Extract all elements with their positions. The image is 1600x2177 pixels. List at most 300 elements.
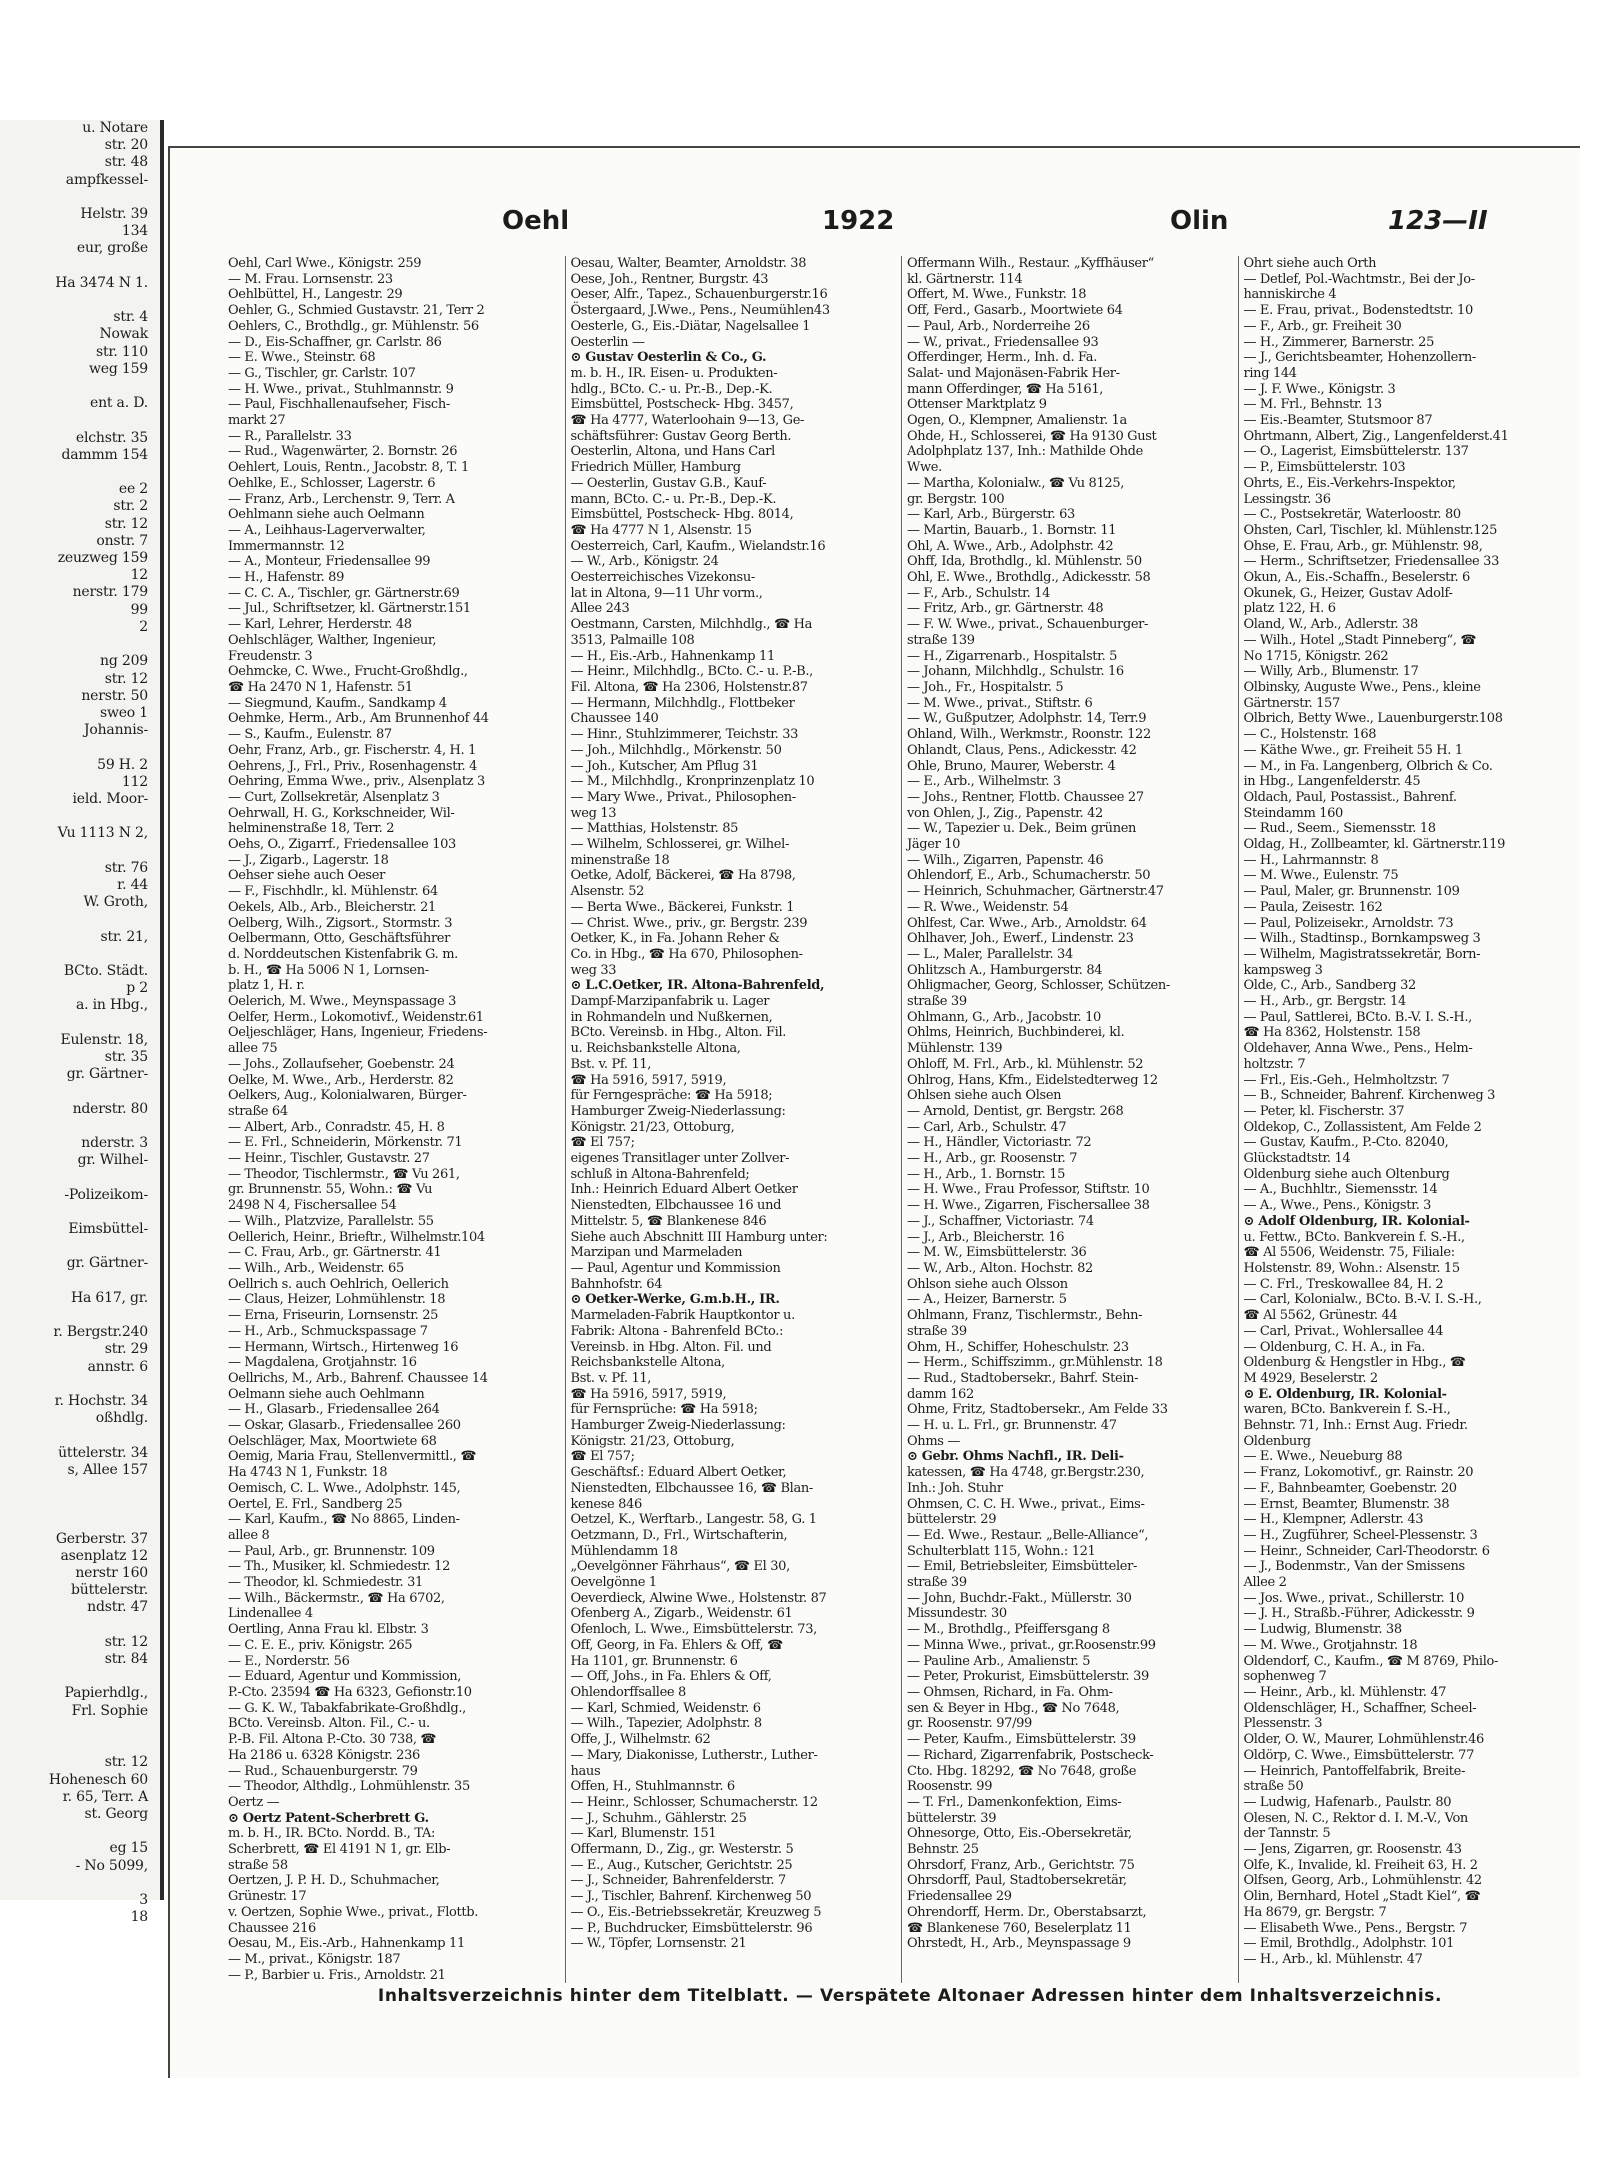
directory-entry: — Eis.-Beamter, Stutsmoor 87 bbox=[1243, 413, 1433, 429]
directory-entry: Geschäftsf.: Eduard Albert Oetker, bbox=[570, 1465, 787, 1481]
directory-entry: haus bbox=[570, 1763, 601, 1779]
previous-page-line bbox=[0, 911, 160, 928]
directory-entry: — Emil, Brothdlg., Adolphstr. 101 bbox=[1243, 1936, 1455, 1952]
previous-page-line: 12 bbox=[130, 567, 148, 584]
directory-entry: — Käthe Wwe., gr. Freiheit 55 H. 1 bbox=[1243, 742, 1463, 758]
previous-page-line: nderstr. 3 bbox=[81, 1134, 148, 1151]
directory-entry: Older, O. W., Maurer, Lohmühlenstr.46 bbox=[1243, 1732, 1484, 1748]
directory-entry: — Wilh., Bäckermstr., ☎ Ha 6702, bbox=[228, 1590, 445, 1606]
directory-entry: — J. H., Straßb.-Führer, Adickesstr. 9 bbox=[1243, 1606, 1475, 1622]
page-footer-note: Inhaltsverzeichnis hinter dem Titelblatt. — Verspätete Altonaer Adressen hinter dem Inhaltsverzeichnis. bbox=[377, 1986, 1443, 2006]
previous-page-line: onstr. 7 bbox=[96, 532, 148, 549]
directory-entry: Ohland, Wilh., Werkmstr., Roonstr. 122 bbox=[907, 727, 1151, 743]
directory-entry: — Rud., Schauenburgerstr. 79 bbox=[228, 1763, 418, 1779]
directory-entry: Oertel, E. Frl., Sandberg 25 bbox=[228, 1496, 403, 1512]
previous-page-line bbox=[0, 1944, 160, 1961]
previous-page-line bbox=[0, 1961, 160, 1978]
previous-page-line: Nowak bbox=[99, 326, 148, 343]
directory-entry: — C., Postsekretär, Waterloostr. 80 bbox=[1243, 507, 1461, 523]
previous-page-line: Ha 617, gr. bbox=[71, 1289, 148, 1306]
directory-entry: Hamburger Zweig-Niederlassung: bbox=[570, 1103, 786, 1119]
directory-entry: Okunek, G., Heizer, Gustav Adolf- bbox=[1243, 585, 1453, 601]
directory-entry: Jäger 10 bbox=[907, 837, 961, 853]
previous-page-line: elchstr. 35 bbox=[75, 429, 148, 446]
directory-entry: ⊙ Oetker-Werke, G.m.b.H., IR. bbox=[570, 1292, 780, 1308]
directory-entry: Oehlschläger, Walther, Ingenieur, bbox=[228, 632, 437, 648]
directory-entry: — Heinr., Schneider, Carl-Theodorstr. 6 bbox=[1243, 1543, 1490, 1559]
directory-entry: ☎ El 757; bbox=[570, 1135, 635, 1151]
previous-page-line: ield. Moor- bbox=[72, 790, 148, 807]
directory-entry: Adolphplatz 137, Inh.: Mathilde Ohde bbox=[907, 444, 1143, 460]
directory-entry: Oesterreich, Carl, Kaufm., Wielandstr.16 bbox=[570, 538, 826, 554]
directory-entry: Oetker, K., in Fa. Johann Reher & bbox=[570, 931, 780, 947]
directory-entry: — E., Arb., Wilhelmstr. 3 bbox=[907, 774, 1061, 790]
directory-entry: — Karl, Blumenstr. 151 bbox=[570, 1826, 717, 1842]
directory-entry: — Ed. Wwe., Restaur. „Belle-Alliance“, bbox=[907, 1527, 1149, 1543]
directory-entry: Siehe auch Abschnitt III Hamburg unter: bbox=[570, 1229, 828, 1245]
previous-page-line: str. 2 bbox=[113, 498, 148, 515]
directory-entry: — M., in Fa. Langenberg, Olbrich & Co. bbox=[1243, 758, 1493, 774]
directory-entry: büttelerstr. 29 bbox=[907, 1512, 997, 1528]
directory-entry: — P., Barbier u. Fris., Arnoldstr. 21 bbox=[228, 1967, 446, 1983]
directory-entry: der Tannstr. 5 bbox=[1243, 1826, 1331, 1842]
directory-entry: v. Oertzen, Sophie Wwe., privat., Flottb. bbox=[228, 1904, 478, 1920]
directory-entry: Oehlert, Louis, Rentn., Jacobstr. 8, T. 1 bbox=[228, 460, 469, 476]
directory-entry: Oertling, Anna Frau kl. Elbstr. 3 bbox=[228, 1622, 429, 1638]
directory-entry: Ohl, E. Wwe., Brothdlg., Adickesstr. 58 bbox=[907, 570, 1151, 586]
directory-entry: — M. Wwe., Eulenstr. 75 bbox=[1243, 868, 1399, 884]
directory-entry: Oesterreichisches Vizekonsu- bbox=[570, 570, 755, 586]
previous-page-line bbox=[0, 1926, 160, 1943]
directory-entry: — Ohmsen, Richard, in Fa. Ohm- bbox=[907, 1684, 1113, 1700]
directory-entry: — F., Arb., gr. Freiheit 30 bbox=[1243, 318, 1402, 334]
column-2 bbox=[565, 256, 890, 1983]
directory-entry: Oldehaver, Anna Wwe., Pens., Helm- bbox=[1243, 1041, 1473, 1057]
previous-page-line bbox=[0, 636, 160, 653]
directory-entry: — Eduard, Agentur und Kommission, bbox=[228, 1669, 462, 1685]
previous-page-line: st. Georg bbox=[84, 1805, 148, 1822]
directory-entry: — Claus, Heizer, Lohmühlenstr. 18 bbox=[228, 1292, 446, 1308]
directory-entry: mann Offerdinger, ☎ Ha 5161, bbox=[907, 381, 1104, 397]
directory-entry: Immermannstr. 12 bbox=[228, 538, 345, 554]
directory-entry: Fil. Altona, ☎ Ha 2306, Holstenstr.87 bbox=[570, 679, 808, 695]
page-header bbox=[170, 206, 1580, 246]
directory-entry: Oehr, Franz, Arb., gr. Fischerstr. 4, H. 1 bbox=[228, 742, 477, 758]
previous-page-line: p 2 bbox=[126, 980, 148, 997]
previous-page-line: Eimsbüttel- bbox=[68, 1221, 148, 1237]
directory-entry: Oehlmann siehe auch Oelmann bbox=[228, 507, 425, 523]
directory-entry: Inh.: Heinrich Eduard Albert Oetker bbox=[570, 1182, 798, 1198]
directory-entry: — M., Milchhdlg., Kronprinzenplatz 10 bbox=[570, 774, 815, 790]
directory-entry: Oehser siehe auch Oeser bbox=[228, 868, 385, 884]
directory-entry: ☎ Ha 4777 N 1, Alsenstr. 15 bbox=[570, 522, 752, 538]
directory-entry: Ohde, H., Schlosserei, ☎ Ha 9130 Gust bbox=[907, 428, 1157, 444]
directory-entry: Ohlmann, Franz, Tischlermstr., Behn- bbox=[907, 1308, 1143, 1324]
directory-entry: Behnstr. 71, Inh.: Ernst Aug. Friedr. bbox=[1243, 1418, 1468, 1434]
directory-entry: kenese 846 bbox=[570, 1496, 642, 1512]
directory-entry: — Frl., Eis.-Geh., Helmholtzstr. 7 bbox=[1243, 1072, 1450, 1088]
previous-page-line: oßhdlg. bbox=[95, 1410, 148, 1427]
directory-entry: Holstenstr. 89, Wohn.: Alsenstr. 15 bbox=[1243, 1261, 1460, 1276]
directory-entry: Oehrwall, H. G., Korkschneider, Wil- bbox=[228, 805, 455, 821]
directory-entry: — Peter, kl. Fischerstr. 37 bbox=[1243, 1103, 1405, 1119]
directory-entry: b. H., ☎ Ha 5006 N 1, Lornsen- bbox=[228, 962, 429, 978]
directory-entry: platz 122, H. 6 bbox=[1243, 601, 1336, 617]
directory-entry: Oeser, Alfr., Tapez., Schauenburgerstr.16 bbox=[570, 287, 828, 303]
directory-entry: — W., Töpfer, Lornsenstr. 21 bbox=[570, 1936, 747, 1952]
previous-page-line: str. 48 bbox=[104, 154, 148, 171]
previous-page-line: str. 12 bbox=[104, 515, 148, 532]
previous-page-line: weg 159 bbox=[88, 360, 148, 377]
directory-entry: — Detlef, Pol.-Wachtmstr., Bei der Jo- bbox=[1243, 271, 1475, 287]
directory-entry: Ohme, Fritz, Stadtobersekr., Am Felde 33 bbox=[907, 1402, 1168, 1418]
directory-entry: — Paul, Fischhallenaufseher, Fisch- bbox=[228, 397, 450, 413]
previous-page-line: gr. Wilhel- bbox=[77, 1152, 148, 1169]
directory-entry: Oetzel, K., Werftarb., Langestr. 58, G. 1 bbox=[570, 1512, 817, 1528]
previous-page-line: str. 84 bbox=[104, 1651, 148, 1668]
directory-entry: Oellrich s. auch Oehlrich, Oellerich bbox=[228, 1276, 449, 1292]
previous-page-line: str. 20 bbox=[104, 137, 148, 154]
previous-page-line: r. 44 bbox=[117, 876, 148, 893]
directory-entry: Oehrens, J., Frl., Priv., Rosenhagenstr. 4 bbox=[228, 758, 478, 774]
directory-entry: Ohnesorge, Otto, Eis.-Obersekretär, bbox=[907, 1826, 1132, 1842]
directory-entry: Allee 243 bbox=[570, 601, 630, 617]
directory-entry: Eimsbüttel, Postscheck- Hbg. 3457, bbox=[570, 397, 794, 413]
directory-entry: Oldenburg & Hengstler in Hbg., ☎ bbox=[1243, 1355, 1466, 1371]
directory-entry: ☎ Ha 5916, 5917, 5919, bbox=[570, 1072, 727, 1088]
directory-entry: Oertzen, J. P. H. D., Schuhmacher, bbox=[228, 1873, 440, 1889]
directory-entry: Oellrichs, M., Arb., Bahrenf. Chaussee 14 bbox=[228, 1370, 488, 1386]
directory-entry: — Karl, Arb., Bürgerstr. 63 bbox=[907, 507, 1075, 523]
directory-entry: — J., Schaffner, Victoriastr. 74 bbox=[907, 1213, 1094, 1229]
directory-entry: — Th., Musiker, kl. Schmiedestr. 12 bbox=[228, 1559, 450, 1575]
directory-entry: ☎ Al 5562, Grünestr. 44 bbox=[1243, 1308, 1398, 1324]
directory-entry: — Heinr., Milchhdlg., BCto. C.- u. P.-B., bbox=[570, 664, 813, 680]
directory-entry: — Hermann, Milchhdlg., Flottbeker bbox=[570, 695, 795, 711]
directory-entry: — Wilh., Tapezier, Adolphstr. 8 bbox=[570, 1716, 762, 1732]
directory-entry: Grünestr. 17 bbox=[228, 1889, 307, 1905]
directory-entry: — O., Eis.-Betriebssekretär, Kreuzweg 5 bbox=[570, 1904, 822, 1920]
directory-entry: Chaussee 216 bbox=[228, 1920, 316, 1936]
previous-page-line: gr. Gärtner- bbox=[66, 1066, 148, 1083]
previous-page-line bbox=[0, 1169, 160, 1186]
directory-entry: Oelfer, Herm., Lokomotivf., Weidenstr.61 bbox=[228, 1009, 484, 1025]
directory-entry: Gärtnerstr. 157 bbox=[1243, 695, 1340, 711]
directory-entry: Oertz — bbox=[228, 1794, 280, 1810]
directory-entry: P.-B. Fil. Altona P.-Cto. 30 738, ☎ bbox=[228, 1732, 437, 1748]
directory-entry: Oldendorf, C., Kaufm., ☎ M 8769, Philo- bbox=[1243, 1653, 1499, 1669]
directory-entry: eigenes Transitlager unter Zollver- bbox=[570, 1151, 790, 1167]
directory-entry: mann, BCto. C.- u. Pr.-B., Dep.-K. bbox=[570, 491, 777, 507]
directory-entry: Ohff, Ida, Brothdlg., kl. Mühlenstr. 50 bbox=[907, 554, 1142, 570]
directory-entry: — Paul, Agentur und Kommission bbox=[570, 1261, 781, 1276]
directory-entry: — Rud., Wagenwärter, 2. Bornstr. 26 bbox=[228, 444, 458, 460]
previous-page-line: str. 21, bbox=[100, 928, 148, 945]
previous-page-line bbox=[0, 1720, 160, 1737]
directory-entry: Ohlms, Heinrich, Buchbinderei, kl. bbox=[907, 1025, 1125, 1041]
previous-page-line bbox=[0, 1204, 160, 1221]
directory-entry: Mühlenstr. 139 bbox=[907, 1041, 1003, 1057]
directory-entry: minenstraße 18 bbox=[570, 852, 670, 868]
directory-entry: in Hbg., Langenfelderstr. 45 bbox=[1243, 774, 1421, 790]
directory-entry: — Wilh., Zigarren, Papenstr. 46 bbox=[907, 852, 1104, 868]
directory-entry: No 1715, Königstr. 262 bbox=[1243, 648, 1389, 664]
header-year: 1922 bbox=[822, 206, 895, 236]
previous-page-line: 99 bbox=[130, 601, 148, 618]
directory-entry: — A., Leihhaus-Lagerverwalter, bbox=[228, 522, 426, 538]
directory-entry: straße 50 bbox=[1243, 1779, 1304, 1795]
directory-entry: ☎ El 757; bbox=[570, 1449, 635, 1465]
previous-page-line bbox=[0, 1273, 160, 1290]
directory-entry: Ohlson siehe auch Olsson bbox=[907, 1276, 1068, 1292]
directory-entry: — Herm., Schriftsetzer, Friedensallee 33 bbox=[1243, 554, 1500, 570]
directory-entry: Ohrendorff, Herm. Dr., Oberstabsarzt, bbox=[907, 1904, 1147, 1920]
previous-page-line: BCto. Städt. bbox=[63, 962, 148, 979]
directory-entry: Ohlandt, Claus, Pens., Adickesstr. 42 bbox=[907, 742, 1137, 758]
directory-entry: Oldekop, C., Zollassistent, Am Felde 2 bbox=[1243, 1119, 1482, 1135]
directory-entry: — H., Arb., 1. Bornstr. 15 bbox=[907, 1166, 1066, 1182]
directory-entry: BCto. Vereinsb. in Hbg., Alton. Fil. bbox=[570, 1025, 787, 1041]
directory-entry: ⊙ L.C.Oetker, IR. Altona-Bahrenfeld, bbox=[570, 978, 825, 994]
previous-page-line bbox=[0, 1668, 160, 1685]
directory-entry: Ohlrog, Hans, Kfm., Eidelstedterweg 12 bbox=[907, 1072, 1158, 1088]
directory-entry: — P., Eimsbüttelerstr. 103 bbox=[1243, 460, 1406, 476]
directory-entry: katessen, ☎ Ha 4748, gr.Bergstr.230, bbox=[907, 1465, 1145, 1481]
directory-entry: — H., Hafenstr. 89 bbox=[228, 570, 345, 586]
directory-entry: waren, BCto. Bankverein f. S.-H., bbox=[1243, 1402, 1451, 1418]
directory-entry: — A., Heizer, Barnerstr. 5 bbox=[907, 1292, 1067, 1308]
directory-entry: Oldach, Paul, Postassist., Bahrenf. bbox=[1243, 789, 1457, 805]
directory-entry: — Siegmund, Kaufm., Sandkamp 4 bbox=[228, 695, 447, 711]
directory-entry: Ohms — bbox=[907, 1433, 961, 1449]
previous-page-line bbox=[0, 412, 160, 429]
directory-entry: Oelkers, Aug., Kolonialwaren, Bürger- bbox=[228, 1088, 467, 1104]
directory-entry: — H. Wwe., Zigarren, Fischersallee 38 bbox=[907, 1198, 1150, 1214]
directory-entry: Ofenberg A., Zigarb., Weidenstr. 61 bbox=[570, 1606, 793, 1622]
directory-entry: Östergaard, J.Wwe., Pens., Neumühlen43 bbox=[570, 303, 830, 319]
directory-entry: Ohrts, E., Eis.-Verkehrs-Inspektor, bbox=[1243, 475, 1456, 491]
previous-page-line: nerstr 160 bbox=[75, 1565, 148, 1582]
directory-entry: — H., Arb., kl. Mühlenstr. 47 bbox=[1243, 1951, 1423, 1967]
directory-entry: — Richard, Zigarrenfabrik, Postscheck- bbox=[907, 1747, 1154, 1763]
directory-entry: Ohrt siehe auch Orth bbox=[1243, 256, 1377, 271]
directory-entry: — Peter, Prokurist, Eimsbüttelerstr. 39 bbox=[907, 1669, 1149, 1685]
directory-entry: sophenweg 7 bbox=[1243, 1669, 1327, 1685]
directory-entry: für Fernsprüche: ☎ Ha 5918; bbox=[570, 1402, 758, 1418]
directory-entry: — J., Bodenmstr., Van der Smissens bbox=[1243, 1559, 1465, 1575]
directory-entry: — Albert, Arb., Conradstr. 45, H. 8 bbox=[228, 1119, 445, 1135]
directory-entry: — M. W., Eimsbüttelerstr. 36 bbox=[907, 1245, 1087, 1261]
directory-entry: Ohrstedt, H., Arb., Meynspassage 9 bbox=[907, 1936, 1131, 1952]
directory-entry: Königstr. 21/23, Ottoburg, bbox=[570, 1433, 735, 1449]
previous-page-line: Johannis- bbox=[83, 722, 148, 739]
directory-entry: Ohlsen siehe auch Olsen bbox=[907, 1088, 1062, 1104]
directory-entry: Fabrik: Altona - Bahrenfeld BCto.: bbox=[570, 1323, 784, 1339]
directory-entry: — Berta Wwe., Bäckerei, Funkstr. 1 bbox=[570, 899, 795, 915]
directory-entry: Olbrich, Betty Wwe., Lauenburgerstr.108 bbox=[1243, 711, 1503, 727]
directory-entry: Marmeladen-Fabrik Hauptkontor u. bbox=[570, 1308, 795, 1324]
directory-entry: — T. Frl., Damenkonfektion, Eims- bbox=[907, 1794, 1122, 1810]
page-number: 123—II bbox=[1388, 206, 1488, 236]
directory-entry: — W., Tapezier u. Dek., Beim grünen bbox=[907, 821, 1137, 837]
directory-entry: — Wilh., Arb., Weidenstr. 65 bbox=[228, 1261, 404, 1276]
previous-page-line: eg 15 bbox=[109, 1840, 148, 1857]
directory-entry: Oelke, M. Wwe., Arb., Herderstr. 82 bbox=[228, 1072, 454, 1088]
directory-entry: Oehlke, E., Schlosser, Lagerstr. 6 bbox=[228, 475, 436, 491]
directory-entry: Ohlhaver, Joh., Ewerf., Lindenstr. 23 bbox=[907, 931, 1134, 947]
directory-entry: — E. Wwe., Neueburg 88 bbox=[1243, 1449, 1403, 1465]
directory-entry: Steindamm 160 bbox=[1243, 805, 1343, 821]
directory-entry: u. Reichsbankstelle Altona, bbox=[570, 1041, 741, 1057]
previous-page-line: Hohenesch 60 bbox=[48, 1771, 148, 1788]
directory-entry: Offe, J., Wilhelmstr. 62 bbox=[570, 1732, 711, 1748]
directory-entry: Wwe. bbox=[907, 460, 942, 476]
directory-entry: Oetke, Adolf, Bäckerei, ☎ Ha 8798, bbox=[570, 868, 796, 884]
directory-entry: — Theodor, Tischlermstr., ☎ Vu 261, bbox=[228, 1166, 460, 1182]
directory-entry: Oekels, Alb., Arb., Bleicherstr. 21 bbox=[228, 899, 436, 915]
directory-entry: — Heinr., Schlosser, Schumacherstr. 12 bbox=[570, 1794, 818, 1810]
directory-entry: — Joh., Fr., Hospitalstr. 5 bbox=[907, 679, 1064, 695]
directory-entry: Olin, Bernhard, Hotel „Stadt Kiel“, ☎ bbox=[1243, 1889, 1481, 1905]
directory-entry: d. Norddeutschen Kistenfabrik G. m. bbox=[228, 946, 458, 962]
previous-page-line: ent a. D. bbox=[89, 395, 148, 412]
directory-entry: — Paul, Polizeisekr., Arnoldstr. 73 bbox=[1243, 915, 1454, 931]
previous-page-line bbox=[0, 1995, 160, 2012]
directory-entry: Oemig, Maria Frau, Stellenvermittl., ☎ bbox=[228, 1449, 477, 1465]
directory-entry: Ohm, H., Schiffer, Hoheschulstr. 23 bbox=[907, 1339, 1129, 1355]
directory-entry: für Ferngespräche: ☎ Ha 5918; bbox=[570, 1088, 773, 1104]
previous-page-line: nderstr. 80 bbox=[72, 1100, 148, 1117]
directory-entry: Ohligmacher, Georg, Schlosser, Schützen- bbox=[907, 978, 1170, 994]
directory-entry: — Jens, Zigarren, gr. Roosenstr. 43 bbox=[1243, 1842, 1462, 1858]
directory-entry: — Emil, Betriebsleiter, Eimsbütteler- bbox=[907, 1559, 1138, 1575]
directory-entry: — Joh., Kutscher, Am Pflug 31 bbox=[570, 758, 759, 774]
directory-entry: — L., Maler, Parallelstr. 34 bbox=[907, 946, 1073, 962]
directory-entry: Salat- und Majonäsen-Fabrik Her- bbox=[907, 365, 1120, 381]
column-1 bbox=[228, 256, 553, 1983]
directory-entry: — Rud., Seem., Siemensstr. 18 bbox=[1243, 821, 1436, 837]
previous-page-line: - No 5099, bbox=[75, 1857, 148, 1874]
directory-entry: Friedensallee 29 bbox=[907, 1889, 1012, 1905]
directory-entry: — Hermann, Wirtsch., Hirtenweg 16 bbox=[228, 1339, 459, 1355]
directory-entry: Scherbrett, ☎ El 4191 N 1, gr. Elb- bbox=[228, 1842, 451, 1858]
directory-entry: — Joh., Milchhdlg., Mörkenstr. 50 bbox=[570, 742, 782, 758]
directory-entry: sen & Beyer in Hbg., ☎ No 7648, bbox=[907, 1700, 1120, 1716]
directory-entry: Mittelstr. 5, ☎ Blankenese 846 bbox=[570, 1213, 767, 1229]
directory-entry: Oldenschläger, H., Schaffner, Scheel- bbox=[1243, 1700, 1477, 1716]
directory-entry: Oelerich, M. Wwe., Meynspassage 3 bbox=[228, 994, 457, 1010]
directory-entry: — J. F. Wwe., Königstr. 3 bbox=[1243, 381, 1396, 397]
directory-entry: — Curt, Zollsekretär, Alsenplatz 3 bbox=[228, 789, 440, 805]
directory-entry: Oesau, Walter, Beamter, Arnoldstr. 38 bbox=[570, 256, 807, 271]
directory-entry: ☎ Ha 2470 N 1, Hafenstr. 51 bbox=[228, 679, 413, 695]
directory-entry: Roosenstr. 99 bbox=[907, 1779, 993, 1795]
previous-page-line: eur, große bbox=[76, 240, 148, 257]
directory-entry: Oehs, O., Zigarrf., Friedensallee 103 bbox=[228, 837, 456, 853]
directory-entry: Behnstr. 25 bbox=[907, 1842, 979, 1858]
directory-entry: — Pauline Arb., Amalienstr. 5 bbox=[907, 1653, 1091, 1669]
previous-page-line: r. Hochstr. 34 bbox=[54, 1393, 148, 1410]
directory-entry: ring 144 bbox=[1243, 365, 1297, 381]
directory-entry: — M., Brothdlg., Pfeiffersgang 8 bbox=[907, 1622, 1110, 1638]
previous-page-line: 18 bbox=[130, 1909, 148, 1926]
previous-page-line: Frl. Sophie bbox=[71, 1702, 148, 1719]
column-3 bbox=[901, 256, 1226, 1983]
directory-entry: — Johann, Milchhdlg., Schulstr. 16 bbox=[907, 664, 1124, 680]
header-first-entry: Oehl bbox=[502, 206, 570, 236]
directory-entry: Co. in Hbg., ☎ Ha 670, Philosophen- bbox=[570, 946, 803, 962]
directory-entry: — Martha, Kolonialw., ☎ Vu 8125, bbox=[907, 475, 1125, 491]
directory-entry: — M. Wwe., Grotjahnstr. 18 bbox=[1243, 1637, 1418, 1653]
directory-entry: ☎ Ha 4777, Waterloohain 9—13, Ge- bbox=[570, 413, 805, 429]
previous-page-line: s, Allee 157 bbox=[67, 1461, 148, 1478]
directory-entry: — F., Fischhdlr., kl. Mühlenstr. 64 bbox=[228, 884, 438, 900]
directory-entry: Olfe, K., Invalide, kl. Freiheit 63, H. 2 bbox=[1243, 1857, 1478, 1873]
directory-entry: Okun, A., Eis.-Schaffn., Beselerstr. 6 bbox=[1243, 570, 1470, 586]
previous-page-line: sweo 1 bbox=[99, 704, 148, 721]
directory-entry: — Mary Wwe., Privat., Philosophen- bbox=[570, 789, 796, 805]
directory-entry: Allee 2 bbox=[1243, 1575, 1287, 1591]
directory-entry: — Ludwig, Blumenstr. 38 bbox=[1243, 1622, 1402, 1638]
directory-entry: 2498 N 4, Fischersallee 54 bbox=[228, 1198, 397, 1214]
directory-entry: — H., Glasarb., Friedensallee 264 bbox=[228, 1402, 440, 1418]
directory-entry: Ottenser Marktplatz 9 bbox=[907, 397, 1047, 413]
directory-entry: Hamburger Zweig-Niederlassung: bbox=[570, 1418, 786, 1434]
directory-entry: — Ludwig, Hafenarb., Paulstr. 80 bbox=[1243, 1794, 1452, 1810]
directory-entry: — H., Arb., Schmuckspassage 7 bbox=[228, 1323, 428, 1339]
directory-entry: Ohsten, Carl, Tischler, kl. Mühlenstr.125 bbox=[1243, 522, 1498, 538]
directory-entry: — C. E. E., priv. Königstr. 265 bbox=[228, 1637, 413, 1653]
directory-entry: — Ernst, Beamter, Blumenstr. 38 bbox=[1243, 1496, 1450, 1512]
directory-entry: — Heinrich, Pantoffelfabrik, Breite- bbox=[1243, 1763, 1466, 1779]
directory-entry: ☎ Ha 5916, 5917, 5919, bbox=[570, 1386, 727, 1402]
directory-entry: — M. Frau. Lornsenstr. 23 bbox=[228, 271, 393, 287]
directory-entry: Reichsbankstelle Altona, bbox=[570, 1355, 725, 1371]
directory-entry: ⊙ Adolf Oldenburg, IR. Kolonial- bbox=[1243, 1213, 1470, 1229]
previous-page-line bbox=[0, 843, 160, 860]
directory-entry: allee 75 bbox=[228, 1041, 278, 1057]
directory-entry: — W., Arb., Königstr. 24 bbox=[570, 554, 719, 570]
directory-entry: — R. Wwe., Weidenstr. 54 bbox=[907, 899, 1069, 915]
directory-entry: Ofenloch, L. Wwe., Eimsbüttelerstr. 73, bbox=[570, 1622, 817, 1638]
directory-entry: — Paul, Arb., Norderreihe 26 bbox=[907, 318, 1090, 334]
directory-entry: 3513, Palmaille 108 bbox=[570, 632, 695, 648]
previous-page-line: nerstr. 179 bbox=[72, 584, 148, 601]
directory-entry: büttelerstr. 39 bbox=[907, 1810, 997, 1826]
previous-page-line: str. 12 bbox=[104, 670, 148, 687]
directory-entry: — H., Lahrmannstr. 8 bbox=[1243, 852, 1379, 868]
previous-page-line bbox=[0, 1307, 160, 1324]
directory-entry: — Oldenburg, C. H. A., in Fa. bbox=[1243, 1339, 1425, 1355]
directory-entry: Ha 1101, gr. Brunnenstr. 6 bbox=[570, 1653, 738, 1669]
directory-entry: — F., Bahnbeamter, Goebenstr. 20 bbox=[1243, 1480, 1457, 1496]
directory-entry: — Oskar, Glasarb., Friedensallee 260 bbox=[228, 1418, 461, 1434]
previous-page-line: asenplatz 12 bbox=[60, 1547, 148, 1564]
previous-page-line bbox=[0, 1496, 160, 1513]
directory-entry: — G. K. W., Tabakfabrikate-Großhdlg., bbox=[228, 1700, 466, 1716]
directory-entry: — F., Arb., Schulstr. 14 bbox=[907, 585, 1051, 601]
previous-page-line: gr. Gärtner- bbox=[66, 1255, 148, 1272]
directory-entry: holtzstr. 7 bbox=[1243, 1056, 1306, 1072]
directory-entry: Nienstedten, Elbchaussee 16, ☎ Blan- bbox=[570, 1480, 813, 1496]
directory-entry: Offen, H., Stuhlmannstr. 6 bbox=[570, 1779, 735, 1795]
previous-page-line bbox=[0, 1238, 160, 1255]
directory-entry: Ogen, O., Klempner, Amalienstr. 1a bbox=[907, 413, 1127, 429]
directory-entry: platz 1, H. r. bbox=[228, 978, 305, 994]
previous-page-line: a. in Hbg., bbox=[75, 997, 148, 1014]
directory-entry: Offert, M. Wwe., Funkstr. 18 bbox=[907, 287, 1087, 303]
directory-entry: schäftsführer: Gustav Georg Berth. bbox=[570, 428, 792, 444]
